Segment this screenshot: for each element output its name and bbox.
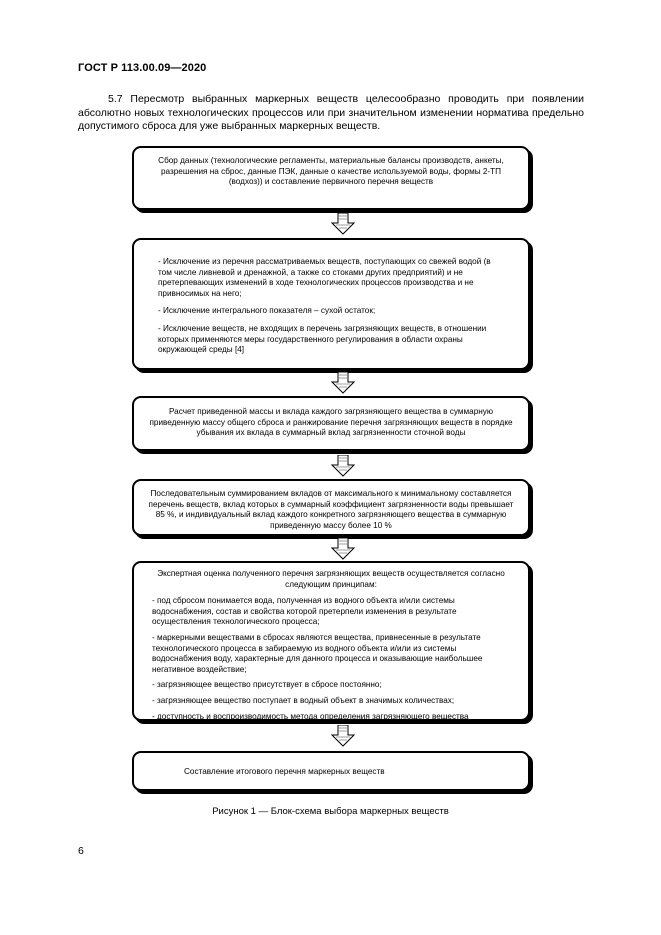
down-arrow-icon bbox=[331, 372, 355, 394]
intro-paragraph bbox=[78, 93, 584, 134]
flowchart-step-5 bbox=[132, 561, 530, 721]
down-arrow-icon bbox=[331, 538, 355, 560]
down-arrow-icon bbox=[331, 455, 355, 477]
step-5-principle-4: - загрязняющее вещество поступает в водный объект в значимых количествах; bbox=[152, 695, 455, 705]
flowchart-step-4 bbox=[132, 479, 530, 536]
step-2-item-1: - Исключение из перечня рассматриваемых веществ, поступающих со свежей водой (в том числе ливневой и дренажной, а также со стоками других предприятий) и не претерпевающих изменений в ходе технологических процессов производства и не привносимых на него; bbox=[158, 257, 491, 298]
page-number: 6 bbox=[78, 845, 84, 857]
step-1-text: Сбор данных (технологические регламенты, материальные балансы производств, анкеты, разрешения на сброс, данные ПЭК, данные о качестве используемой воды, формы 2-ТП (водхоз)) и составление первичного перечня веществ bbox=[158, 156, 504, 187]
flowchart-step-3 bbox=[132, 396, 530, 451]
step-5-intro: Экспертная оценка полученного перечня загрязняющих веществ осуществляется согласно следующим принципам: bbox=[157, 569, 505, 589]
flowchart-step-2 bbox=[132, 238, 530, 370]
step-2-item-2: - Исключение интегрального показателя – сухой остаток; bbox=[158, 306, 376, 316]
step-6-text: Составление итогового перечня маркерных веществ bbox=[184, 767, 385, 776]
figure-caption: Рисунок 1 — Блок-схема выбора маркерных веществ bbox=[212, 806, 449, 817]
step-5-principle-5: - доступность и воспроизводимость метода определения загрязняющего вещества bbox=[152, 711, 469, 721]
step-5-principle-2: - маркерными веществами в сбросах являются вещества, привнесенные в результате технологического процесса в забираемую из водного объекта и/или из системы водоснабжения воду, характерные для данного процесса и оказывающие наибольшее негативное воздействие; bbox=[152, 632, 483, 674]
flowchart-step-1 bbox=[132, 146, 530, 210]
down-arrow-icon bbox=[331, 213, 355, 235]
step-5-principle-3: - загрязняющее вещество присутствует в сбросе постоянно; bbox=[152, 680, 382, 690]
step-2-item-3: - Исключение веществ, не входящих в перечень загрязняющих веществ, в отношении которых применяются меры государственного регулирования в области охраны окружающей среды [4] bbox=[158, 323, 487, 355]
step-4-text: Последовательным суммированием вкладов от максимального к минимальному составляется перечень веществ, вклад которых в суммарный коэффициент загрязненности воды превышает 85 %, и индивидуальный вклад каждого конкретного загрязняющего вещества в суммарную приведенную массу более 10 % bbox=[148, 489, 514, 530]
down-arrow-icon bbox=[331, 725, 355, 747]
flowchart-step-6 bbox=[132, 751, 530, 791]
document-code: ГОСТ Р 113.00.09—2020 bbox=[78, 62, 207, 74]
intro-paragraph-text: 5.7 Пересмотр выбранных маркерных веществ целесообразно проводить при появлении абсолютно новых технологических процессов или при значительном изменении норматива предельно допустимого сброса для уже выбранных маркерных веществ. bbox=[78, 93, 584, 133]
step-5-principle-1: - под сбросом понимается вода, полученная из водного объекта и/или системы водоснабжения, состав и свойства которой претерпели изменения в результате осуществления технологического процесса; bbox=[152, 596, 457, 627]
step-3-text: Расчет приведенной массы и вклада каждого загрязняющего вещества в суммарную приведенную массу общего сброса и ранжирование перечня загрязняющих веществ в порядке убывания их вклада в суммарный вклад загрязненности сточной воды bbox=[149, 407, 513, 438]
